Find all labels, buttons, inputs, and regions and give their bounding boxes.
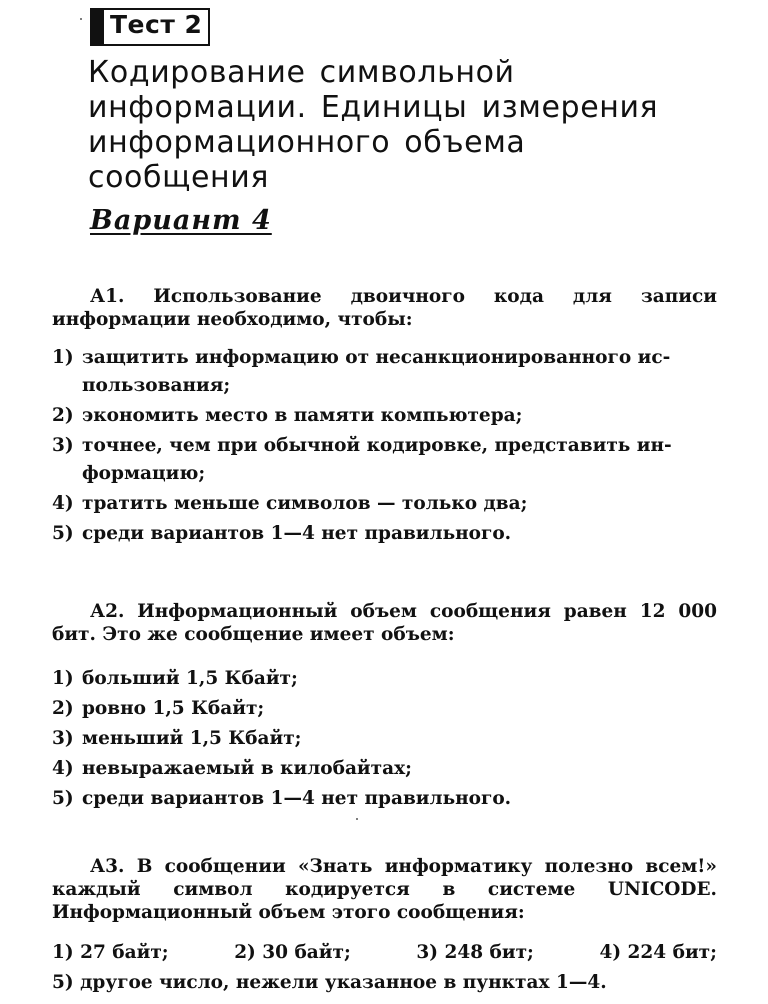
question-number: А3. — [90, 856, 125, 877]
question-text: Информационный объем сообщения равен 12 000 бит. Это же сообщение имеет объем: — [52, 601, 717, 645]
option-text: точнее, чем при обычной кодировке, представить ин- — [82, 435, 672, 456]
option-text: больший 1,5 Кбайт; — [82, 668, 298, 689]
options-a3-row — [52, 938, 717, 968]
option-item — [416, 938, 534, 968]
option-item — [52, 489, 717, 519]
option-number: 3) — [52, 728, 74, 749]
option-item — [52, 784, 717, 814]
question-number: А1. — [90, 286, 125, 307]
option-text: 30 байт; — [262, 942, 351, 963]
option-item — [52, 754, 717, 784]
scan-speck — [80, 18, 82, 20]
test-badge — [90, 8, 210, 46]
option-number: 3) — [416, 942, 439, 963]
option-number: 2) — [52, 698, 74, 719]
option-text: ровно 1,5 Кбайт; — [82, 698, 265, 719]
option-number: 5) — [52, 788, 74, 809]
option-number: 5) — [52, 523, 74, 544]
question-a1 — [52, 285, 717, 331]
option-number: 4) — [52, 758, 74, 779]
variant-heading: Вариант 4 — [90, 205, 272, 236]
question-a3 — [52, 855, 717, 924]
option-text: меньший 1,5 Кбайт; — [82, 728, 302, 749]
option-item — [52, 694, 717, 724]
option-item — [52, 724, 717, 754]
option-item — [599, 938, 717, 968]
option-number: 5) — [52, 972, 74, 993]
option-number: 2) — [234, 942, 256, 963]
option-text: среди вариантов 1—4 нет правильного. — [82, 523, 512, 544]
option-number: 4) — [599, 942, 622, 963]
option-item — [234, 938, 351, 968]
question-a2 — [52, 600, 717, 646]
scan-speck — [356, 818, 358, 820]
option-number: 1) — [52, 942, 74, 963]
option-item — [52, 431, 717, 489]
options-a1 — [52, 343, 717, 549]
option-number: 1) — [52, 347, 74, 368]
option-item — [52, 938, 169, 968]
option-item — [52, 519, 717, 549]
option-text-continued: формацию; — [82, 463, 206, 484]
full-title-hidden — [0, 0, 1, 1]
option-text: тратить меньше символов — только два; — [82, 493, 528, 514]
option-item — [52, 664, 717, 694]
test-label: Тест 2 — [110, 10, 203, 39]
question-text: Использование двоичного кода для записи информации необходимо, чтобы: — [52, 286, 717, 330]
option-text: среди вариантов 1—4 нет правильного. — [82, 788, 512, 809]
option-number: 4) — [52, 493, 74, 514]
option-text: 248 бит; — [444, 942, 534, 963]
title-line: сообщения — [88, 160, 269, 195]
title-line: Кодирование символьной — [88, 55, 515, 90]
title-line: информационного объема — [88, 125, 526, 160]
option-number: 3) — [52, 435, 74, 456]
option-number: 1) — [52, 668, 74, 689]
option-item — [52, 401, 717, 431]
question-number: А2. — [90, 601, 125, 622]
option-text: экономить место в памяти компьютера; — [82, 405, 523, 426]
option-text: невыражаемый в килобайтах; — [82, 758, 412, 779]
option-text: 224 бит; — [627, 942, 717, 963]
options-a2 — [52, 664, 717, 814]
option-text: другое число, нежели указанное в пунктах 1—4. — [80, 972, 607, 993]
topic-title — [88, 55, 748, 195]
title-line: информации. Единицы измерения — [88, 90, 659, 125]
option-text: 27 байт; — [80, 942, 169, 963]
option-item — [52, 343, 717, 401]
option-item — [52, 968, 717, 998]
option-number: 2) — [52, 405, 74, 426]
badge-bar — [92, 10, 104, 44]
option-text-continued: пользования; — [82, 375, 231, 396]
question-text: В сообщении «Знать информатику полезно всем!» каждый символ кодируется в системе UNICODE. Информационный объем этого сообщения: — [52, 856, 717, 923]
option-text: защитить информацию от несанкционированного ис- — [82, 347, 671, 368]
